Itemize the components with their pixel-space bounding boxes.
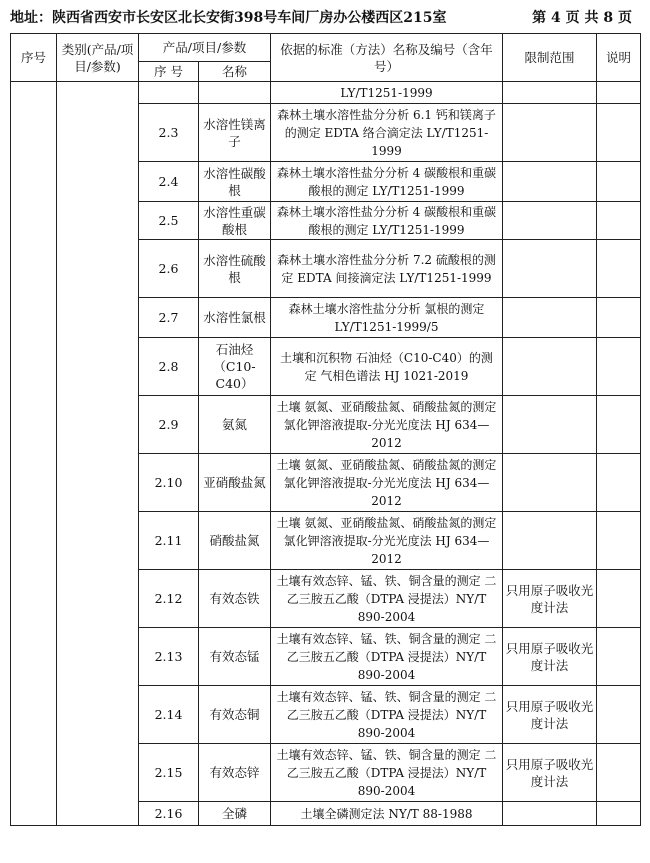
row-note [597, 686, 641, 744]
row-limit [503, 298, 597, 338]
header-note: 说明 [597, 34, 641, 82]
header-group: 产品/项目/参数 [139, 34, 271, 62]
page-info: 第 4 页 共 8 页 [532, 10, 632, 26]
row-num: 2.13 [139, 628, 199, 686]
header-seq: 序号 [11, 34, 57, 82]
row-standard: 土壤有效态锌、锰、铁、铜含量的测定 二乙三胺五乙酸（DTPA 浸提法）NY/T 890-2004 [271, 628, 503, 686]
row-limit: 只用原子吸收光度计法 [503, 570, 597, 628]
row-note [597, 162, 641, 202]
row-limit: 只用原子吸收光度计法 [503, 628, 597, 686]
row-num: 2.14 [139, 686, 199, 744]
row-limit [503, 802, 597, 826]
row-limit [503, 338, 597, 396]
row-standard: 森林土壤水溶性盐分分析 7.2 硫酸根的测定 EDTA 间接滴定法 LY/T1251-1999 [271, 240, 503, 298]
row-note [597, 570, 641, 628]
row-limit [503, 454, 597, 512]
row-limit [503, 240, 597, 298]
row-name: 水溶性镁离子 [199, 104, 271, 162]
row-num: 2.6 [139, 240, 199, 298]
row-name: 水溶性硫酸根 [199, 240, 271, 298]
row-standard: 土壤有效态锌、锰、铁、铜含量的测定 二乙三胺五乙酸（DTPA 浸提法）NY/T 890-2004 [271, 570, 503, 628]
row-num: 2.15 [139, 744, 199, 802]
row-note [597, 104, 641, 162]
row-num: 2.10 [139, 454, 199, 512]
row-note [597, 298, 641, 338]
row-num [139, 82, 199, 104]
row-limit [503, 162, 597, 202]
header-sub-seq: 序 号 [139, 62, 199, 82]
row-note [597, 628, 641, 686]
row-name: 水溶性氯根 [199, 298, 271, 338]
row-note [597, 82, 641, 104]
scope-table [10, 33, 641, 826]
row-standard: 森林土壤水溶性盐分分析 氯根的测定 LY/T1251-1999/5 [271, 298, 503, 338]
header-sub-name: 名称 [199, 62, 271, 82]
row-name: 有效态铜 [199, 686, 271, 744]
row-name: 有效态铁 [199, 570, 271, 628]
row-standard: 土壤 氨氮、亚硝酸盐氮、硝酸盐氮的测定 氯化钾溶液提取-分光光度法 HJ 634—2012 [271, 396, 503, 454]
row-standard: 土壤 氨氮、亚硝酸盐氮、硝酸盐氮的测定 氯化钾溶液提取-分光光度法 HJ 634—2012 [271, 454, 503, 512]
row-limit [503, 82, 597, 104]
row-standard: 森林土壤水溶性盐分分析 6.1 钙和镁离子的测定 EDTA 络合滴定法 LY/T1251-1999 [271, 104, 503, 162]
row-num: 2.7 [139, 298, 199, 338]
row-num: 2.16 [139, 802, 199, 826]
row-standard: 土壤全磷测定法 NY/T 88-1988 [271, 802, 503, 826]
header-limit: 限制范围 [503, 34, 597, 82]
row-limit [503, 202, 597, 240]
row-standard: 土壤有效态锌、锰、铁、铜含量的测定 二乙三胺五乙酸（DTPA 浸提法）NY/T 890-2004 [271, 744, 503, 802]
row-num: 2.11 [139, 512, 199, 570]
row-limit [503, 396, 597, 454]
header-standard: 依据的标准（方法）名称及编号（含年号） [271, 34, 503, 82]
row-name: 石油烃（C10-C40） [199, 338, 271, 396]
row-num: 2.9 [139, 396, 199, 454]
row-num: 2.3 [139, 104, 199, 162]
row-limit [503, 512, 597, 570]
row-num: 2.4 [139, 162, 199, 202]
row-num: 2.8 [139, 338, 199, 396]
row-note [597, 396, 641, 454]
category-cell [57, 82, 139, 826]
row-name: 有效态锌 [199, 744, 271, 802]
row-name: 有效态锰 [199, 628, 271, 686]
document-header [10, 6, 640, 30]
row-note [597, 802, 641, 826]
row-num: 2.12 [139, 570, 199, 628]
row-note [597, 240, 641, 298]
row-num: 2.5 [139, 202, 199, 240]
row-standard: 土壤有效态锌、锰、铁、铜含量的测定 二乙三胺五乙酸（DTPA 浸提法）NY/T 890-2004 [271, 686, 503, 744]
row-standard: 森林土壤水溶性盐分分析 4 碳酸根和重碳酸根的测定 LY/T1251-1999 [271, 202, 503, 240]
row-standard: 土壤 氨氮、亚硝酸盐氮、硝酸盐氮的测定 氯化钾溶液提取-分光光度法 HJ 634—2012 [271, 512, 503, 570]
row-name: 水溶性碳酸根 [199, 162, 271, 202]
row-name: 水溶性重碳酸根 [199, 202, 271, 240]
row-name: 硝酸盐氮 [199, 512, 271, 570]
row-standard: 森林土壤水溶性盐分分析 4 碳酸根和重碳酸根的测定 LY/T1251-1999 [271, 162, 503, 202]
row-standard: LY/T1251-1999 [271, 82, 503, 104]
row-limit: 只用原子吸收光度计法 [503, 686, 597, 744]
row-name: 亚硝酸盐氮 [199, 454, 271, 512]
row-name: 全磷 [199, 802, 271, 826]
row-limit [503, 104, 597, 162]
row-note [597, 454, 641, 512]
row-note [597, 744, 641, 802]
row-note [597, 202, 641, 240]
row-note [597, 512, 641, 570]
row-name: 氨氮 [199, 396, 271, 454]
address-text: 地址：陕西省西安市长安区北长安街398号车间厂房办公楼西区215室 [10, 10, 447, 26]
header-category: 类别(产品/项目/参数) [57, 34, 139, 82]
row-note [597, 338, 641, 396]
row-limit: 只用原子吸收光度计法 [503, 744, 597, 802]
row-standard: 土壤和沉积物 石油烃（C10-C40）的测定 气相色谱法 HJ 1021-2019 [271, 338, 503, 396]
seq-cell [11, 82, 57, 826]
row-name [199, 82, 271, 104]
